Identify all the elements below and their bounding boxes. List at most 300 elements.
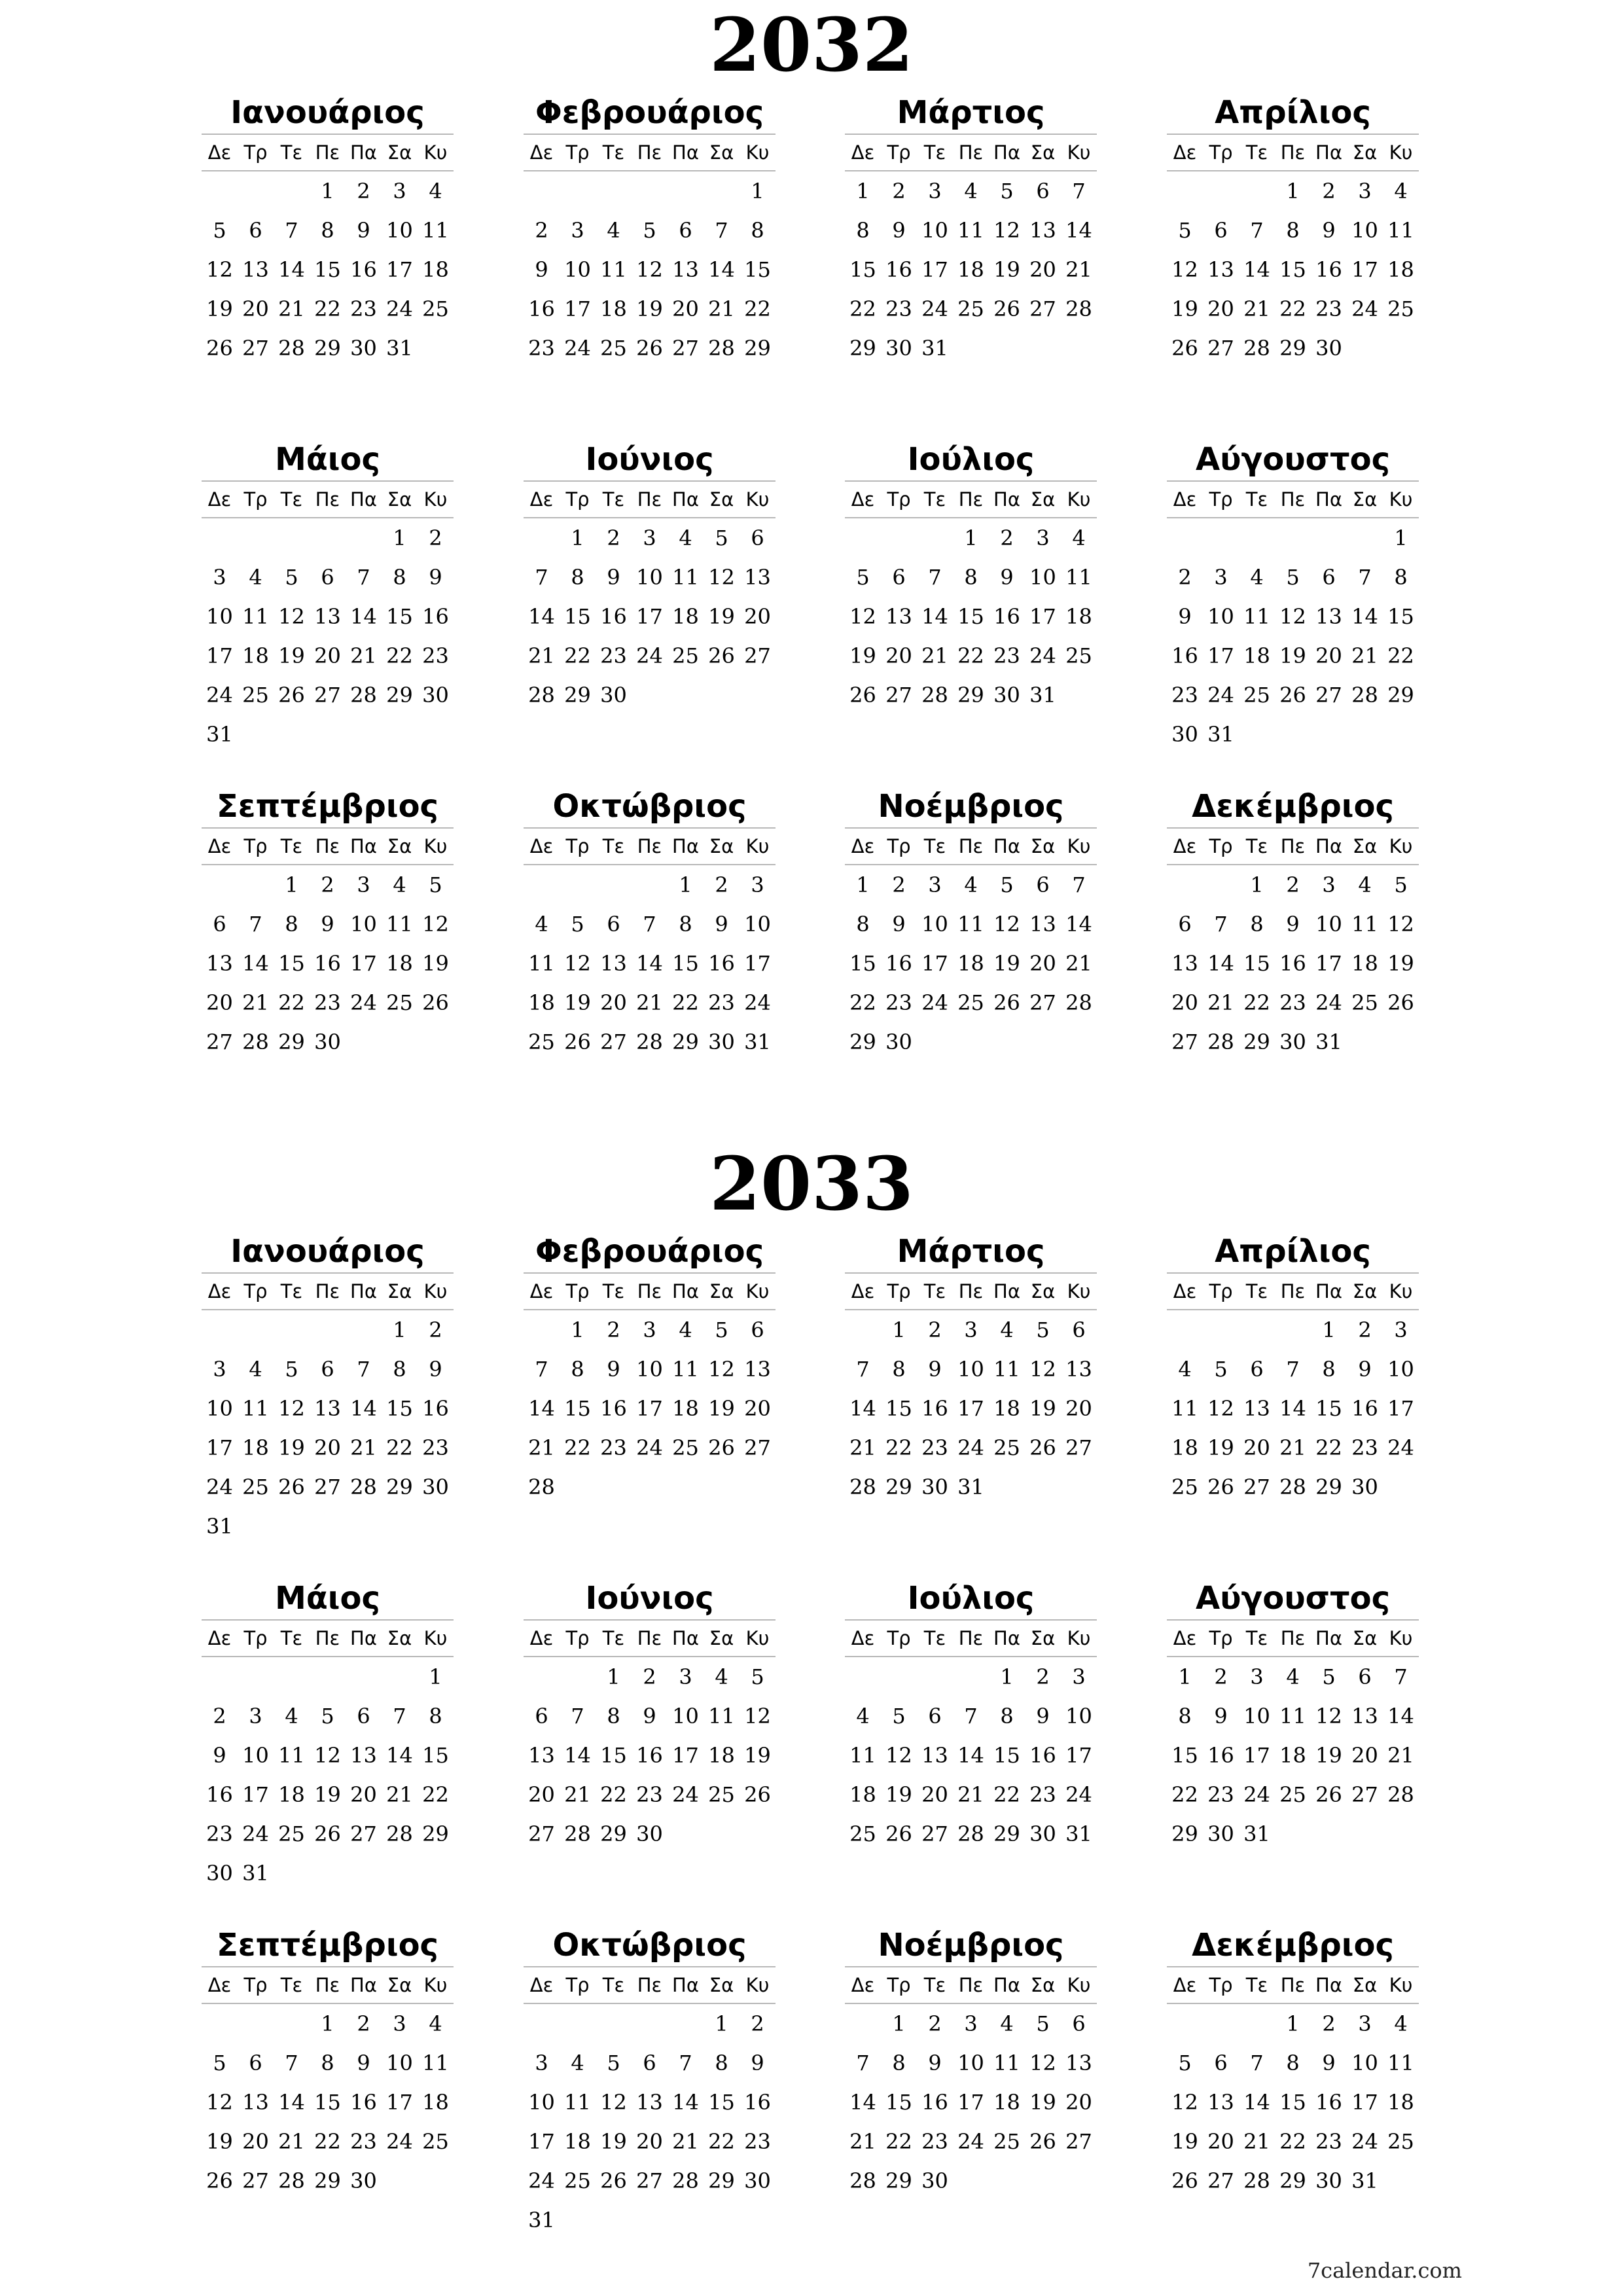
week-row bbox=[1167, 1389, 1419, 1428]
day-cell: 13 bbox=[1207, 2090, 1234, 2115]
day-cell: 5 bbox=[715, 526, 728, 550]
day-cell: 13 bbox=[1243, 1396, 1270, 1421]
month-name: Μάιος bbox=[275, 1580, 380, 1617]
day-cell: 12 bbox=[708, 565, 735, 590]
weekday-label: Τρ bbox=[243, 835, 268, 857]
day-cell: 13 bbox=[1171, 951, 1198, 976]
week-row bbox=[202, 2083, 454, 2122]
weekday-label: Πα bbox=[1315, 141, 1342, 164]
weekday-label: Τρ bbox=[1209, 1974, 1233, 1996]
month-name: Ιούνιος bbox=[585, 441, 714, 478]
day-cell: 3 bbox=[964, 1318, 978, 1342]
day-cell: 22 bbox=[957, 643, 984, 668]
weekday-label: Τε bbox=[923, 1974, 946, 1996]
day-cell: 7 bbox=[1394, 1664, 1408, 1689]
day-cell: 28 bbox=[564, 1821, 591, 1846]
day-cell: 25 bbox=[708, 1782, 735, 1807]
day-cell: 17 bbox=[1351, 257, 1378, 282]
weekday-label: Τρ bbox=[243, 1974, 268, 1996]
day-cell: 11 bbox=[1387, 218, 1414, 243]
week-row bbox=[524, 558, 776, 597]
day-cell: 22 bbox=[1315, 1435, 1342, 1460]
day-cell: 27 bbox=[1029, 990, 1056, 1015]
weekday-label: Σα bbox=[1352, 835, 1378, 857]
week-row bbox=[845, 171, 1097, 211]
day-cell: 6 bbox=[321, 1357, 334, 1382]
week-row bbox=[845, 1775, 1097, 1814]
day-cell: 30 bbox=[1029, 1821, 1056, 1846]
day-cell: 21 bbox=[242, 990, 269, 1015]
day-cell: 12 bbox=[1029, 2051, 1056, 2075]
weekday-label: Τρ bbox=[887, 1280, 911, 1302]
weekday-label: Τρ bbox=[243, 1280, 268, 1302]
day-cell: 14 bbox=[350, 604, 377, 629]
day-cell: 16 bbox=[1315, 2090, 1342, 2115]
day-cell: 15 bbox=[885, 1396, 912, 1421]
weekday-label: Τρ bbox=[1209, 1627, 1233, 1649]
day-cell: 2 bbox=[357, 2011, 370, 2036]
day-cell: 21 bbox=[278, 2129, 305, 2154]
day-cell: 1 bbox=[429, 1664, 442, 1689]
day-cell: 3 bbox=[1358, 2011, 1372, 2036]
day-cell: 8 bbox=[607, 1704, 620, 1729]
day-cell: 24 bbox=[528, 2168, 555, 2193]
day-cell: 2 bbox=[1178, 565, 1192, 590]
weekday-label: Σα bbox=[1030, 835, 1056, 857]
week-row bbox=[1167, 1736, 1419, 1775]
week-row bbox=[524, 2043, 776, 2083]
day-cell: 24 bbox=[672, 1782, 699, 1807]
day-cell: 14 bbox=[386, 1743, 413, 1768]
day-cell: 16 bbox=[1171, 643, 1198, 668]
week-row bbox=[202, 1310, 454, 1350]
weekday-label: Τε bbox=[923, 1627, 946, 1649]
week-row bbox=[845, 289, 1097, 329]
day-cell: 8 bbox=[1286, 2051, 1300, 2075]
day-cell: 1 bbox=[607, 1664, 620, 1689]
day-cell: 23 bbox=[1171, 683, 1198, 708]
day-cell: 26 bbox=[993, 990, 1020, 1015]
weekday-label: Σα bbox=[1030, 1280, 1056, 1302]
week-row bbox=[524, 1022, 776, 1062]
day-cell: 9 bbox=[429, 1357, 442, 1382]
weekday-label: Πα bbox=[1315, 1627, 1342, 1649]
day-cell: 5 bbox=[1286, 565, 1300, 590]
month-name: Μάιος bbox=[275, 441, 380, 478]
day-cell: 28 bbox=[636, 1030, 663, 1054]
day-cell: 10 bbox=[1207, 604, 1234, 629]
month-name: Αύγουστος bbox=[1195, 441, 1391, 478]
week-row bbox=[202, 2043, 454, 2083]
day-cell: 26 bbox=[1279, 683, 1306, 708]
day-cell: 18 bbox=[993, 2090, 1020, 2115]
day-cell: 25 bbox=[1243, 683, 1270, 708]
day-cell: 31 bbox=[1243, 1821, 1270, 1846]
day-cell: 5 bbox=[1394, 872, 1408, 897]
week-row bbox=[845, 983, 1097, 1022]
day-cell: 8 bbox=[1322, 1357, 1336, 1382]
week-row bbox=[524, 1775, 776, 1814]
weekday-label: Δε bbox=[529, 488, 554, 511]
day-cell: 18 bbox=[1065, 604, 1092, 629]
day-cell: 7 bbox=[285, 2051, 298, 2075]
day-cell: 5 bbox=[1000, 179, 1014, 204]
weekday-label: Πα bbox=[350, 835, 377, 857]
day-cell: 30 bbox=[1351, 1475, 1378, 1499]
day-cell: 19 bbox=[708, 1396, 735, 1421]
day-cell: 17 bbox=[957, 1396, 984, 1421]
day-cell: 22 bbox=[314, 296, 341, 321]
day-cell: 11 bbox=[242, 1396, 269, 1421]
weekday-label: Πα bbox=[350, 1280, 377, 1302]
weekday-label: Σα bbox=[387, 1280, 412, 1302]
week-row bbox=[845, 1814, 1097, 1854]
day-cell: 1 bbox=[1178, 1664, 1192, 1689]
day-cell: 1 bbox=[856, 179, 870, 204]
weekday-header-row bbox=[524, 480, 776, 518]
month-name: Απρίλιος bbox=[1215, 94, 1371, 131]
day-cell: 15 bbox=[708, 2090, 735, 2115]
day-cell: 10 bbox=[1065, 1704, 1092, 1729]
day-cell: 31 bbox=[206, 1514, 233, 1539]
day-cell: 18 bbox=[422, 257, 449, 282]
weekday-label: Κυ bbox=[745, 141, 770, 164]
weekday-label: Τρ bbox=[565, 1280, 590, 1302]
weekday-header-row bbox=[524, 1272, 776, 1310]
day-cell: 6 bbox=[607, 912, 620, 937]
day-cell: 25 bbox=[1065, 643, 1092, 668]
weekday-label: Τρ bbox=[565, 488, 590, 511]
week-row bbox=[845, 1310, 1097, 1350]
week-row bbox=[524, 636, 776, 675]
day-cell: 17 bbox=[1029, 604, 1056, 629]
day-cell: 10 bbox=[386, 2051, 413, 2075]
day-cell: 13 bbox=[1029, 218, 1056, 243]
weekday-header-row bbox=[845, 1619, 1097, 1657]
weekday-label: Κυ bbox=[1067, 1280, 1091, 1302]
day-cell: 7 bbox=[928, 565, 942, 590]
day-cell: 15 bbox=[278, 951, 305, 976]
day-cell: 29 bbox=[849, 336, 876, 361]
day-cell: 22 bbox=[314, 2129, 341, 2154]
day-cell: 12 bbox=[993, 218, 1020, 243]
month-block bbox=[524, 1924, 776, 2240]
day-cell: 14 bbox=[1243, 2090, 1270, 2115]
weekday-label: Δε bbox=[207, 488, 232, 511]
week-row bbox=[202, 1507, 454, 1546]
week-row bbox=[202, 865, 454, 905]
weekday-label: Τρ bbox=[243, 1627, 268, 1649]
day-cell: 29 bbox=[672, 1030, 699, 1054]
day-cell: 8 bbox=[393, 1357, 406, 1382]
week-row bbox=[524, 1736, 776, 1775]
day-cell: 22 bbox=[1279, 296, 1306, 321]
day-cell: 30 bbox=[1279, 1030, 1306, 1054]
day-cell: 9 bbox=[607, 1357, 620, 1382]
weekday-label: Πε bbox=[315, 835, 340, 857]
weekday-label: Πε bbox=[315, 1280, 340, 1302]
day-cell: 25 bbox=[957, 296, 984, 321]
day-cell: 9 bbox=[751, 2051, 764, 2075]
day-cell: 5 bbox=[321, 1704, 334, 1729]
weekday-header-row bbox=[202, 827, 454, 865]
weekday-label: Πε bbox=[637, 1974, 662, 1996]
day-cell: 3 bbox=[1394, 1318, 1408, 1342]
weekday-label: Σα bbox=[1352, 1280, 1378, 1302]
day-cell: 16 bbox=[350, 2090, 377, 2115]
day-cell: 22 bbox=[1243, 990, 1270, 1015]
day-cell: 23 bbox=[1029, 1782, 1056, 1807]
day-cell: 28 bbox=[528, 1475, 555, 1499]
day-cell: 18 bbox=[1171, 1435, 1198, 1460]
week-row bbox=[202, 518, 454, 558]
day-cell: 26 bbox=[206, 2168, 233, 2193]
day-cell: 30 bbox=[422, 683, 449, 708]
weekday-label: Τρ bbox=[243, 141, 268, 164]
day-cell: 16 bbox=[600, 1396, 627, 1421]
weekday-label: Τε bbox=[923, 141, 946, 164]
day-cell: 4 bbox=[1286, 1664, 1300, 1689]
day-cell: 18 bbox=[849, 1782, 876, 1807]
day-cell: 6 bbox=[249, 2051, 262, 2075]
weekday-label: Τε bbox=[280, 1627, 303, 1649]
month-block bbox=[202, 1577, 454, 1893]
day-cell: 20 bbox=[350, 1782, 377, 1807]
weekday-label: Κυ bbox=[1389, 1974, 1413, 1996]
day-cell: 19 bbox=[278, 643, 305, 668]
weekday-header-row bbox=[845, 134, 1097, 171]
day-cell: 12 bbox=[1171, 257, 1198, 282]
weekday-label: Πε bbox=[1280, 1627, 1306, 1649]
day-cell: 13 bbox=[242, 2090, 269, 2115]
day-cell: 20 bbox=[1029, 951, 1056, 976]
day-cell: 15 bbox=[885, 2090, 912, 2115]
week-row bbox=[845, 1350, 1097, 1389]
week-row bbox=[524, 518, 776, 558]
day-cell: 28 bbox=[1387, 1782, 1414, 1807]
day-cell: 3 bbox=[571, 218, 584, 243]
day-cell: 3 bbox=[393, 179, 406, 204]
day-cell: 19 bbox=[422, 951, 449, 976]
day-cell: 1 bbox=[1000, 1664, 1014, 1689]
day-cell: 31 bbox=[206, 722, 233, 747]
day-cell: 7 bbox=[1358, 565, 1372, 590]
weekday-label: Τε bbox=[602, 1280, 625, 1302]
day-cell: 28 bbox=[528, 683, 555, 708]
day-cell: 2 bbox=[928, 1318, 942, 1342]
week-row bbox=[845, 1022, 1097, 1062]
day-cell: 24 bbox=[350, 990, 377, 1015]
day-cell: 19 bbox=[636, 296, 663, 321]
week-row bbox=[1167, 636, 1419, 675]
day-cell: 17 bbox=[350, 951, 377, 976]
weekday-label: Δε bbox=[529, 141, 554, 164]
day-cell: 14 bbox=[278, 2090, 305, 2115]
day-cell: 27 bbox=[1065, 2129, 1092, 2154]
day-cell: 20 bbox=[1065, 1396, 1092, 1421]
day-cell: 26 bbox=[278, 1475, 305, 1499]
day-cell: 15 bbox=[849, 257, 876, 282]
day-cell: 30 bbox=[1315, 336, 1342, 361]
day-cell: 30 bbox=[921, 1475, 948, 1499]
week-row bbox=[202, 1775, 454, 1814]
day-cell: 27 bbox=[744, 643, 771, 668]
day-cell: 22 bbox=[708, 2129, 735, 2154]
day-cell: 22 bbox=[1387, 643, 1414, 668]
weekday-label: Πε bbox=[637, 488, 662, 511]
week-row bbox=[524, 329, 776, 368]
year-title: 2033 bbox=[709, 1141, 914, 1227]
day-cell: 22 bbox=[386, 643, 413, 668]
day-cell: 4 bbox=[715, 1664, 728, 1689]
day-cell: 9 bbox=[1036, 1704, 1050, 1729]
day-cell: 24 bbox=[242, 1821, 269, 1846]
day-cell: 19 bbox=[1315, 1743, 1342, 1768]
day-cell: 12 bbox=[564, 951, 591, 976]
day-cell: 16 bbox=[885, 951, 912, 976]
day-cell: 20 bbox=[1315, 643, 1342, 668]
day-cell: 3 bbox=[393, 2011, 406, 2036]
day-cell: 7 bbox=[1214, 912, 1228, 937]
weekday-label: Κυ bbox=[423, 1627, 448, 1649]
week-row bbox=[202, 715, 454, 754]
day-cell: 6 bbox=[751, 526, 764, 550]
day-cell: 14 bbox=[350, 1396, 377, 1421]
weekday-label: Δε bbox=[529, 835, 554, 857]
weekday-label: Πε bbox=[958, 141, 984, 164]
week-row bbox=[524, 2200, 776, 2240]
day-cell: 27 bbox=[1171, 1030, 1198, 1054]
day-cell: 22 bbox=[885, 2129, 912, 2154]
weekday-label: Κυ bbox=[745, 1627, 770, 1649]
weekday-label: Τρ bbox=[887, 1627, 911, 1649]
day-cell: 23 bbox=[885, 296, 912, 321]
day-cell: 16 bbox=[921, 2090, 948, 2115]
week-row bbox=[524, 1350, 776, 1389]
day-cell: 13 bbox=[350, 1743, 377, 1768]
weekday-label: Πα bbox=[993, 835, 1020, 857]
weekday-label: Κυ bbox=[423, 835, 448, 857]
day-cell: 15 bbox=[600, 1743, 627, 1768]
day-cell: 1 bbox=[321, 179, 334, 204]
day-cell: 10 bbox=[957, 2051, 984, 2075]
day-cell: 31 bbox=[957, 1475, 984, 1499]
weekday-label: Κυ bbox=[1389, 141, 1413, 164]
weekday-label: Πε bbox=[637, 141, 662, 164]
weekday-label: Κυ bbox=[1389, 1627, 1413, 1649]
day-cell: 30 bbox=[885, 1030, 912, 1054]
day-cell: 5 bbox=[1000, 872, 1014, 897]
weekday-label: Τε bbox=[602, 1627, 625, 1649]
day-cell: 13 bbox=[744, 1357, 771, 1382]
week-row bbox=[845, 597, 1097, 636]
day-cell: 21 bbox=[1243, 2129, 1270, 2154]
day-cell: 7 bbox=[1250, 218, 1264, 243]
week-row bbox=[202, 1022, 454, 1062]
day-cell: 3 bbox=[679, 1664, 692, 1689]
week-row bbox=[1167, 2004, 1419, 2043]
day-cell: 6 bbox=[1250, 1357, 1264, 1382]
weekday-label: Σα bbox=[1352, 141, 1378, 164]
day-cell: 3 bbox=[964, 2011, 978, 2036]
day-cell: 26 bbox=[206, 336, 233, 361]
day-cell: 10 bbox=[921, 912, 948, 937]
day-cell: 16 bbox=[422, 604, 449, 629]
day-cell: 28 bbox=[1207, 1030, 1234, 1054]
day-cell: 10 bbox=[242, 1743, 269, 1768]
day-cell: 17 bbox=[744, 951, 771, 976]
day-cell: 25 bbox=[1279, 1782, 1306, 1807]
day-cell: 21 bbox=[528, 643, 555, 668]
weekday-label: Δε bbox=[207, 1627, 232, 1649]
day-cell: 17 bbox=[636, 1396, 663, 1421]
weekday-label: Κυ bbox=[1389, 835, 1413, 857]
day-cell: 18 bbox=[1351, 951, 1378, 976]
week-row bbox=[524, 944, 776, 983]
day-cell: 27 bbox=[242, 336, 269, 361]
day-cell: 25 bbox=[672, 1435, 699, 1460]
day-cell: 26 bbox=[636, 336, 663, 361]
day-cell: 18 bbox=[1387, 257, 1414, 282]
weekday-label: Πα bbox=[1315, 1280, 1342, 1302]
day-cell: 26 bbox=[885, 1821, 912, 1846]
week-row bbox=[202, 171, 454, 211]
day-cell: 2 bbox=[928, 2011, 942, 2036]
day-cell: 5 bbox=[856, 565, 870, 590]
weekday-label: Σα bbox=[709, 1627, 734, 1649]
day-cell: 1 bbox=[285, 872, 298, 897]
day-cell: 8 bbox=[892, 1357, 906, 1382]
day-cell: 7 bbox=[571, 1704, 584, 1729]
day-cell: 24 bbox=[957, 2129, 984, 2154]
month-name: Φεβρουάριος bbox=[535, 1233, 764, 1270]
day-cell: 18 bbox=[528, 990, 555, 1015]
day-cell: 2 bbox=[1036, 1664, 1050, 1689]
weekday-label: Σα bbox=[709, 488, 734, 511]
weekday-header-row bbox=[202, 1619, 454, 1657]
day-cell: 21 bbox=[1387, 1743, 1414, 1768]
weekday-label: Πα bbox=[672, 488, 699, 511]
weekday-label: Σα bbox=[709, 1974, 734, 1996]
day-cell: 5 bbox=[1214, 1357, 1228, 1382]
day-cell: 18 bbox=[1243, 643, 1270, 668]
day-cell: 25 bbox=[278, 1821, 305, 1846]
day-cell: 17 bbox=[386, 257, 413, 282]
day-cell: 29 bbox=[386, 1475, 413, 1499]
day-cell: 31 bbox=[1351, 2168, 1378, 2193]
weekday-label: Πε bbox=[315, 488, 340, 511]
day-cell: 22 bbox=[744, 296, 771, 321]
week-row bbox=[845, 1657, 1097, 1696]
day-cell: 19 bbox=[1387, 951, 1414, 976]
weekday-label: Τρ bbox=[887, 1974, 911, 1996]
weekday-label: Τε bbox=[602, 835, 625, 857]
weekday-label: Σα bbox=[1030, 1974, 1056, 1996]
weekday-label: Τε bbox=[1245, 835, 1268, 857]
day-cell: 27 bbox=[672, 336, 699, 361]
day-cell: 1 bbox=[751, 179, 764, 204]
day-cell: 26 bbox=[849, 683, 876, 708]
weekday-label: Σα bbox=[387, 1627, 412, 1649]
day-cell: 9 bbox=[1178, 604, 1192, 629]
day-cell: 11 bbox=[242, 604, 269, 629]
day-cell: 21 bbox=[350, 643, 377, 668]
day-cell: 8 bbox=[856, 218, 870, 243]
day-cell: 27 bbox=[314, 1475, 341, 1499]
day-cell: 17 bbox=[1065, 1743, 1092, 1768]
day-cell: 30 bbox=[993, 683, 1020, 708]
day-cell: 7 bbox=[357, 1357, 370, 1382]
